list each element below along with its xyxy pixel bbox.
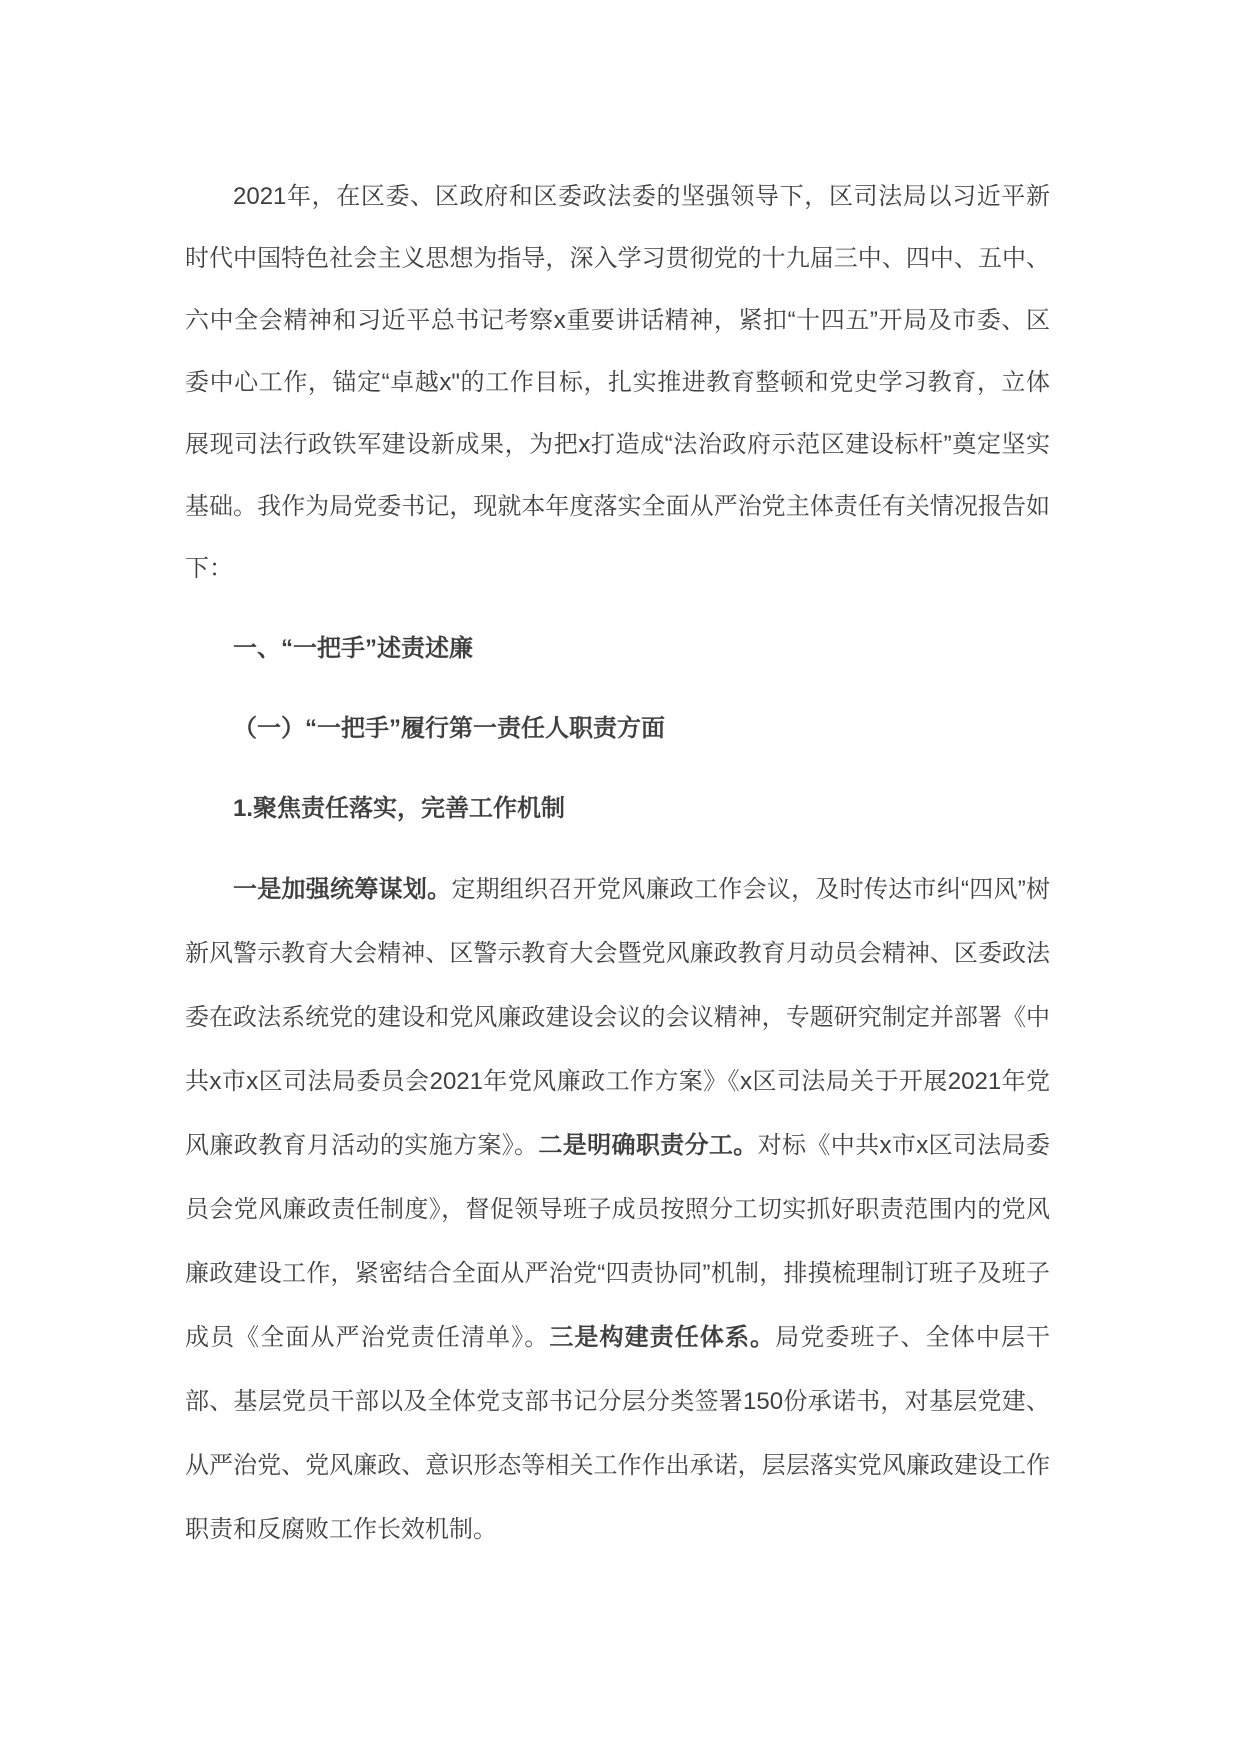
intro-paragraph: 2021年，在区委、区政府和区委政法委的坚强领导下，区司法局以习近平新时代中国特色社会主义思想为指导，深入学习贯彻党的十九届三中、四中、五中、六中全会精神和习近平总书记考察x重要讲话精神，紧扣“十四五”开局及市委、区委中心工作，锚定“卓越x"的工作目标，扎实推进教育整顿和党史学习教育，立体展现司法行政铁军建设新成果，为把x打造成“法治政府示范区建设标杆”奠定坚实基础。我作为局党委书记，现就本年度落实全面从严治党主体责任有关情况报告如下： [185,183,1050,582]
heading-level2: （一）“一把手”履行第一责任人职责方面 [233,715,665,742]
heading-level3: 1.聚焦责任落实，完善工作机制 [233,795,566,822]
body-run-5-bold: 三是构建责任体系。 [549,1324,776,1351]
body-paragraph [185,858,1050,1562]
body-run-2: 定期组织召开党风廉政工作会议，及时传达市纠“四风”树新风警示教育大会精神、区警示教育大会暨党风廉政教育月动员会精神、区委政法委在政法系统党的建设和党风廉政建设会议的会议精神，专题研究制定并部署《中共x市x区司法局委员会2021年党风廉政工作方案》《x区司法局关于开展2021年党风廉政教育月活动的实施方案》。 [185,876,1051,1159]
body-run-6: 局党委班子、全体中层干部、基层党员干部以及全体党支部书记分层分类签署150份承诺书，对基层党建、从严治党、党风廉政、意识形态等相关工作作出承诺，层层落实党风廉政建设工作职责和反腐败工作长效机制。 [185,1324,1051,1543]
body-run-4: 对标《中共x市x区司法局委员会党风廉政责任制度》，督促领导班子成员按照分工切实抓好职责范围内的党风廉政建设工作，紧密结合全面从严治党“四责协同”机制，排摸梳理制订班子及班子成员《全面从严治党责任清单》。 [185,1132,1051,1351]
body-run-3-bold: 二是明确职责分工。 [538,1132,758,1159]
body-run-1-bold: 一是加强统筹谋划。 [233,876,452,903]
heading-level1: 一、“一把手”述责述廉 [233,635,473,662]
